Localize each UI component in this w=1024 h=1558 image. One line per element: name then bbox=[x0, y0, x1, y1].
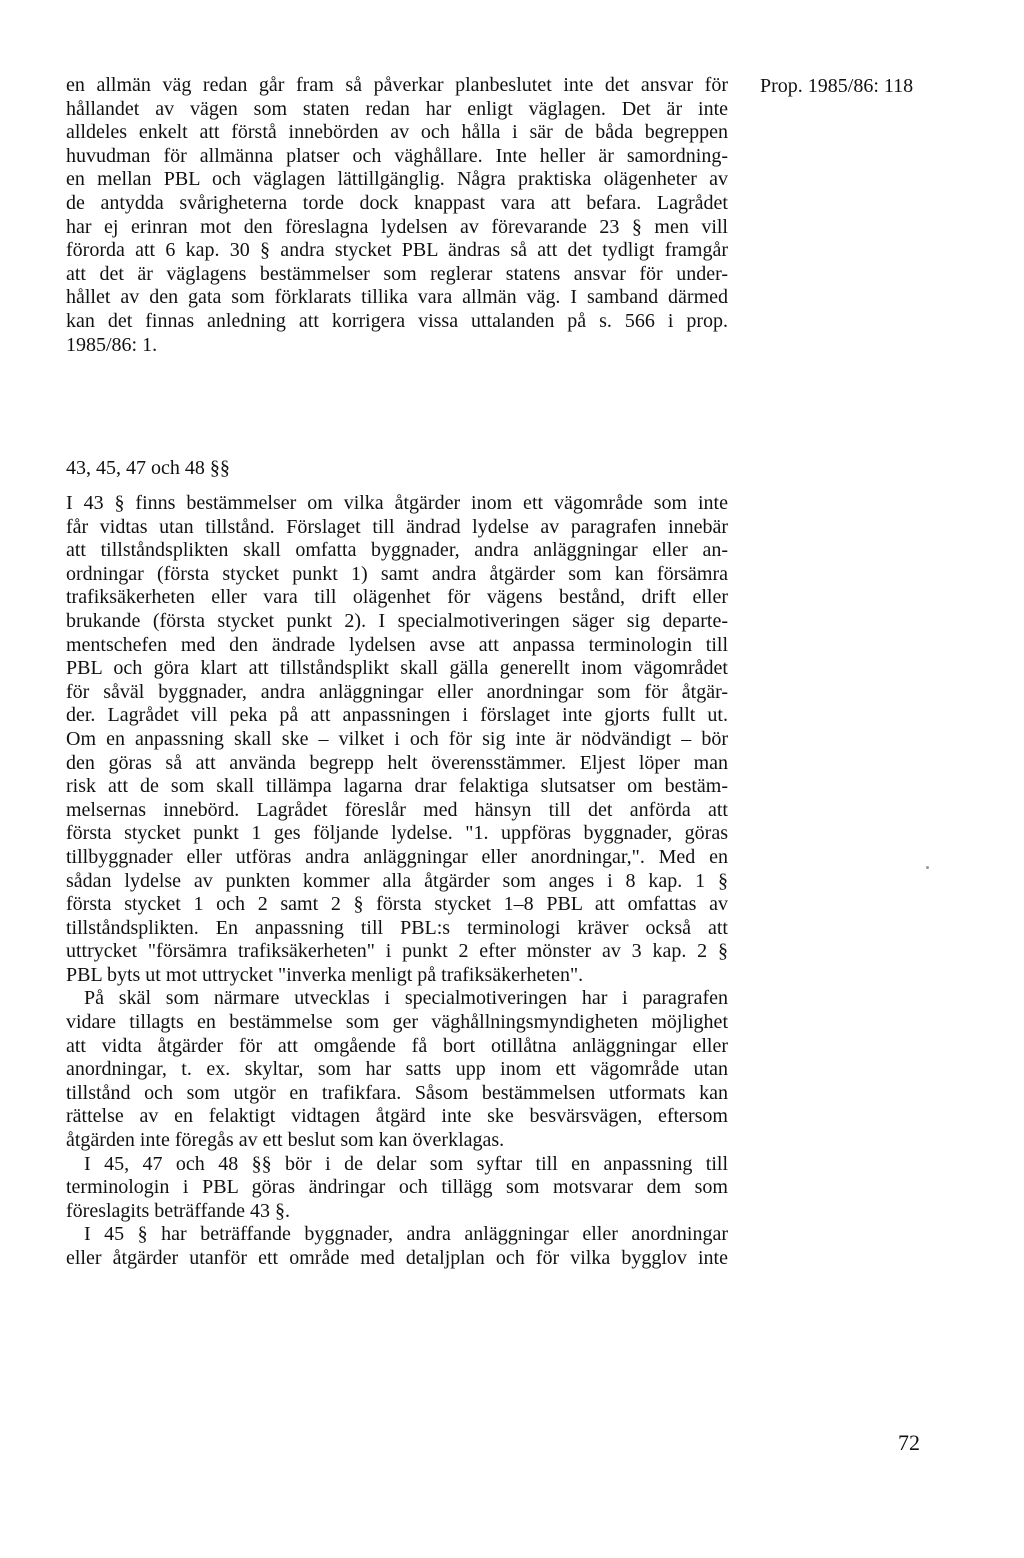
text-line: att vidta åtgärder för att omgående få bort otillåtna anläggningar eller bbox=[66, 1034, 728, 1057]
text-line: mentschefen med den ändrade lydelsen avse att anpassa terminologin till bbox=[66, 633, 728, 656]
text-line: På skäl som närmare utvecklas i specialmotiveringen har i paragrafen bbox=[84, 987, 728, 1010]
text-line: Om en anpassning skall ske – vilket i och för sig inte är nödvändigt – bör bbox=[66, 727, 728, 750]
text-line: uttrycket "försämra trafiksäkerheten" i punkt 2 efter mönster av 3 kap. 2 § bbox=[66, 940, 728, 963]
text-line: första stycket 1 och 2 samt 2 § första stycket 1–8 PBL att omfattas av bbox=[66, 893, 728, 916]
text-line: får vidtas utan tillstånd. Förslaget till ändrad lydelse av paragrafen innebär bbox=[66, 515, 728, 538]
text-line: ordningar (första stycket punkt 1) samt andra åtgärder som kan försämra bbox=[66, 562, 728, 585]
text-line: har ej erinran mot den föreslagna lydelsen av förevarande 23 § men vill bbox=[66, 215, 728, 238]
text-line: föreslagits beträffande 43 §. bbox=[66, 1199, 290, 1222]
text-line: I 43 § finns bestämmelser om vilka åtgärder inom ett vägområde som inte bbox=[66, 492, 728, 514]
text-line: eller åtgärder utanför ett område med detaljplan och för vilka bygglov inte bbox=[66, 1247, 728, 1269]
text-line: att tillståndsplikten skall omfatta byggnader, andra anläggningar eller an- bbox=[66, 539, 728, 562]
text-line: trafiksäkerheten eller vara till olägenhet för vägens bestånd, drift eller bbox=[66, 586, 728, 609]
text-line: den göras så att använda begrepp helt överensstämmer. Eljest löper man bbox=[66, 751, 728, 774]
page-number: 72 bbox=[898, 1430, 920, 1455]
text-line: första stycket punkt 1 ges följande lydelse. "1. uppföras byggnader, göras bbox=[66, 822, 728, 845]
text-line: melsernas innebörd. Lagrådet föreslår med hänsyn till det anförda att bbox=[66, 798, 728, 821]
text-line: PBL byts ut mot uttrycket "inverka menligt på trafiksäkerheten". bbox=[66, 963, 584, 986]
text-line: tillstånd och som utgör en trafikfara. Såsom bestämmelsen utformats kan bbox=[66, 1081, 728, 1104]
margin-mark bbox=[926, 866, 929, 869]
text-line: en mellan PBL och väglagen lättillgänglig. Några praktiska olägenheter av bbox=[66, 168, 728, 191]
text-line: för såväl byggnader, andra anläggningar eller anordningar som för åtgär- bbox=[66, 680, 728, 703]
text-line: en allmän väg redan går fram så påverkar planbeslutet inte det ansvar för bbox=[66, 74, 728, 96]
text-line: I 45, 47 och 48 §§ bör i de delar som syftar till en anpassning till bbox=[84, 1152, 728, 1175]
text-line: brukande (första stycket punkt 2). I specialmotiveringen säger sig departe- bbox=[66, 609, 728, 632]
text-line: risk att de som skall tillämpa lagarna drar felaktiga slutsatser om bestäm- bbox=[66, 775, 728, 798]
text-line: de antydda svårigheterna torde dock knappast vara att befara. Lagrådet bbox=[66, 191, 728, 214]
text-line: anordningar, t. ex. skyltar, som har satts upp inom ett vägområde utan bbox=[66, 1058, 728, 1081]
text-line: rättelse av en felaktigt vidtagen åtgärd inte ske besvärsvägen, eftersom bbox=[66, 1105, 728, 1128]
text-line: åtgärden inte föregås av ett beslut som kan överklagas. bbox=[66, 1129, 505, 1152]
text-line: I 45 § har beträffande byggnader, andra anläggningar eller anordningar bbox=[84, 1223, 728, 1246]
text-line: kan det finnas anledning att korrigera vissa uttalanden på s. 566 i prop. bbox=[66, 309, 728, 332]
text-line: 1985/86: 1. bbox=[66, 333, 158, 356]
text-line: vidare tillagts en bestämmelse som ger väghållningsmyndigheten möjlighet bbox=[66, 1011, 728, 1034]
text-line: sådan lydelse av punkten kommer alla åtgärder som anges i 8 kap. 1 § bbox=[66, 869, 728, 892]
paragraph-block-2 bbox=[66, 492, 728, 1271]
paragraph-block-1 bbox=[66, 74, 728, 357]
section-heading: 43, 45, 47 och 48 §§ bbox=[66, 457, 230, 479]
text-line: tillbyggnader eller utföras andra anläggningar eller anordningar,". Med en bbox=[66, 845, 728, 868]
text-line: hållet av den gata som förklarats tillika vara allmän väg. I samband därmed bbox=[66, 286, 728, 309]
text-line: att det är väglagens bestämmelser som reglerar statens ansvar för under- bbox=[66, 262, 728, 285]
text-line: PBL och göra klart att tillståndsplikt skall gälla generellt inom vägområdet bbox=[66, 657, 728, 680]
text-line: hållandet av vägen som staten redan har enligt väglagen. Det är inte bbox=[66, 97, 728, 120]
text-line: tillståndsplikten. En anpassning till PBL:s terminologi kräver också att bbox=[66, 916, 728, 939]
text-line: alldeles enkelt att förstå innebörden av och hålla i sär de båda begreppen bbox=[66, 121, 728, 144]
page-reference: Prop. 1985/86: 118 bbox=[760, 75, 914, 97]
text-line: förorda att 6 kap. 30 § andra stycket PBL ändras så att det tydligt framgår bbox=[66, 239, 728, 262]
text-line: terminologin i PBL göras ändringar och tillägg som motsvarar dem som bbox=[66, 1176, 728, 1199]
text-line: huvudman för allmänna platser och väghållare. Inte heller är samordning- bbox=[66, 144, 728, 167]
text-line: der. Lagrådet vill peka på att anpassningen i förslaget inte gjorts fullt ut. bbox=[66, 704, 728, 727]
